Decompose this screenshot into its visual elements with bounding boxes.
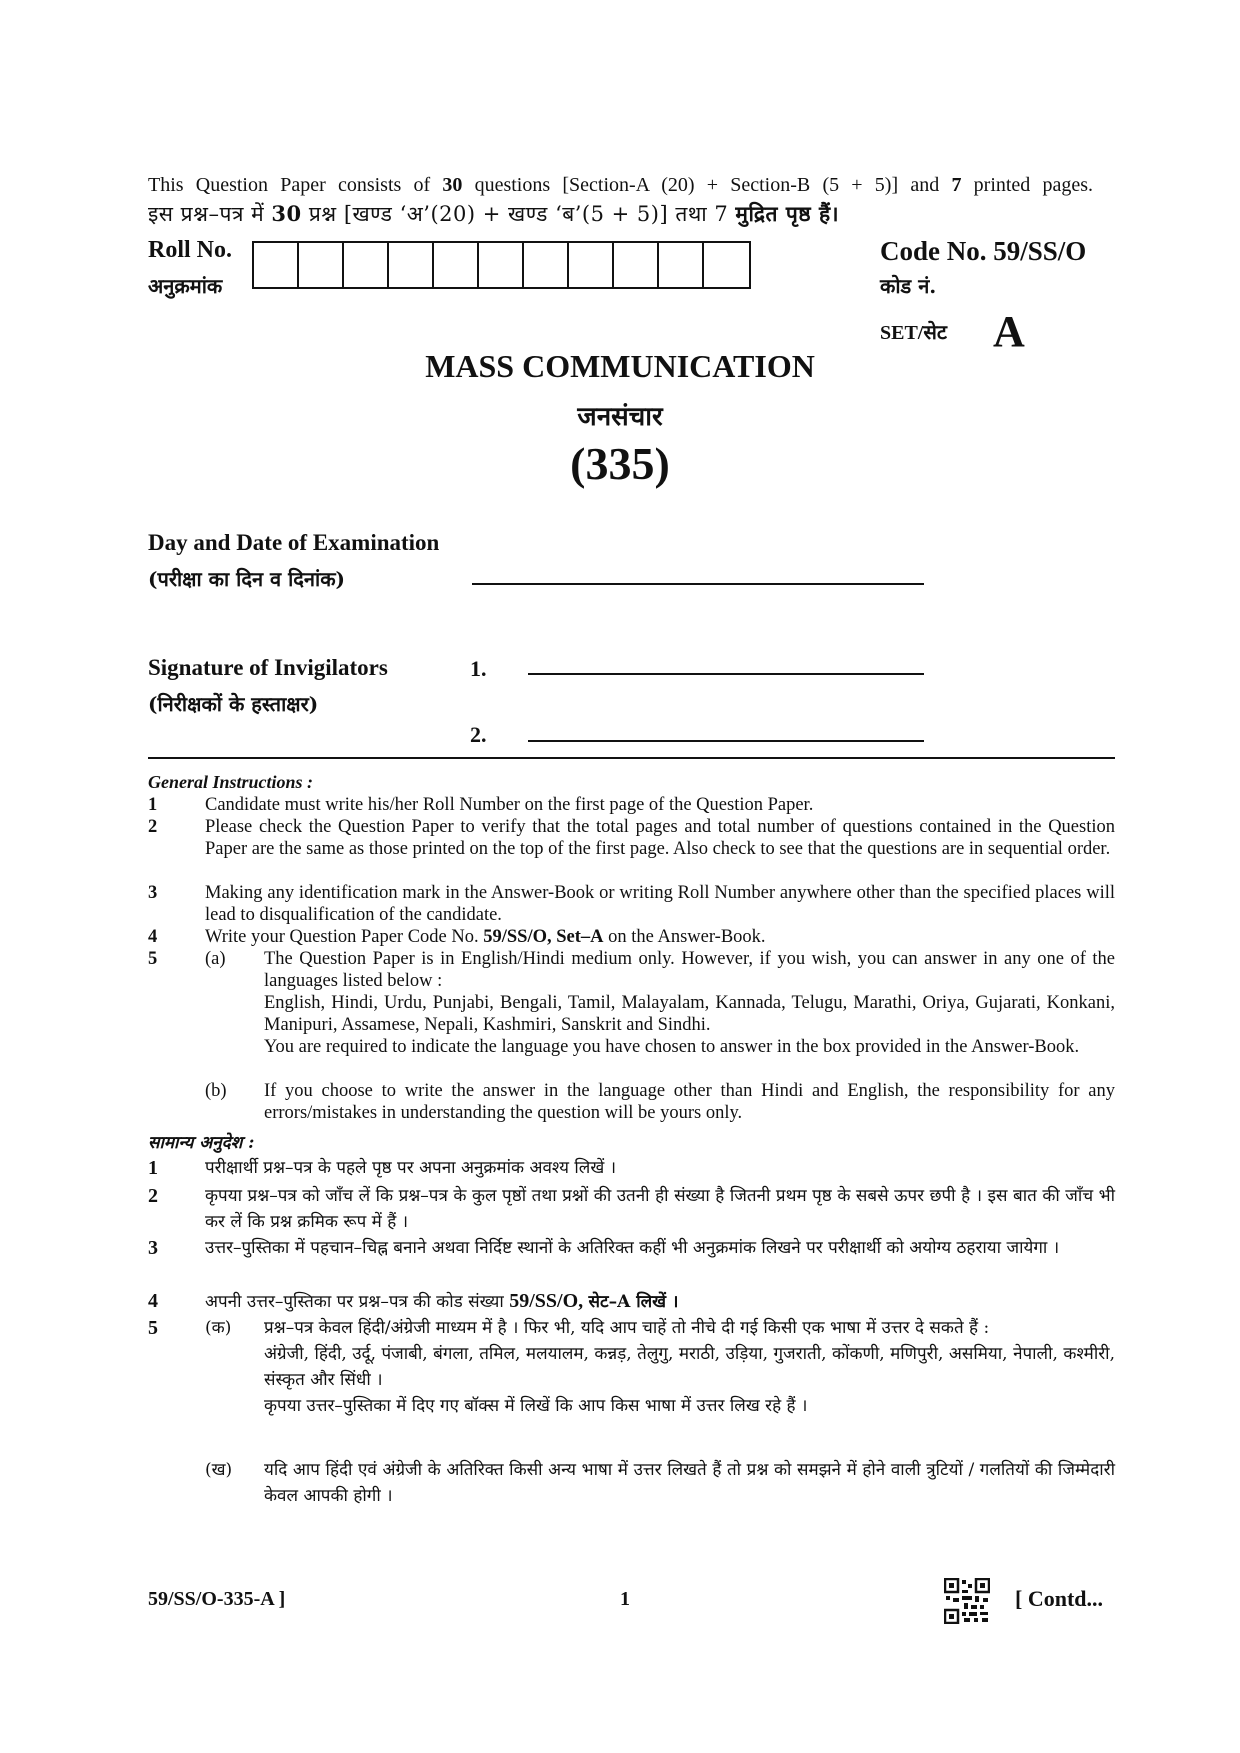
roll-digit-box[interactable] — [614, 243, 659, 287]
set-value: A — [993, 307, 1025, 356]
instruction-item-hi-5 — [0, 1315, 1240, 1505]
sub-item-text — [264, 948, 1115, 1058]
question-count-hi: 30 — [271, 201, 302, 226]
instruction-text-part: अपनी उत्तर–पुस्तिका पर प्रश्न–पत्र की कोड संख्या — [205, 1292, 504, 1312]
general-instructions-title-hi: सामान्य अनुदेश : — [148, 1133, 255, 1153]
roll-digit-box[interactable] — [659, 243, 704, 287]
invigilator-label: Signature of Invigilators — [148, 655, 388, 680]
roll-digit-box[interactable] — [479, 243, 524, 287]
instruction-text: Please check the Question Paper to verify that the total pages and total number of questions contained in the Question Paper are the same as those printed on the top of the first page. Also check to see that the questions are in sequential order. — [205, 817, 1115, 859]
continued-label: [ Contd... — [1015, 1586, 1104, 1611]
summary-text-hi: इस प्रश्न–पत्र में — [148, 202, 265, 226]
instruction-text: Candidate must write his/her Roll Number on the first page of the Question Paper. — [205, 795, 814, 815]
invigilator-1-number: 1. — [470, 656, 487, 681]
footer-paper-code: 59/SS/O-335-A ] — [148, 1588, 286, 1610]
code-number: Code No. 59/SS/O — [880, 236, 1087, 266]
roll-number-label-hi: अनुक्रमांक — [148, 274, 223, 298]
roll-digit-box[interactable] — [389, 243, 434, 287]
paper-summary-en — [148, 174, 1093, 197]
exam-date-label-hi: (परीक्षा का दिन व दिनांक) — [148, 567, 346, 591]
subject-title-hi: जनसंचार — [577, 402, 663, 432]
instruction-text: Making any identification mark in the Answer-Book or writing Roll Number anywhere other than the specified places will lead to disqualification of the candidate. — [205, 883, 1115, 925]
summary-text-hi: मुद्रित पृष्ठ हैं। — [735, 201, 840, 226]
sub-item-text: If you choose to write the answer in the language other than Hindi and English, the responsibility for any errors/mistakes in understanding the question will be yours only. — [264, 1081, 1115, 1123]
roll-digit-box[interactable] — [524, 243, 569, 287]
invigilator-2-signature-field[interactable] — [528, 740, 924, 742]
sub-item-text-hi: यदि आप हिंदी एवं अंग्रेजी के अतिरिक्त किसी अन्य भाषा में उत्तर लिखते हैं तो प्रश्न को समझने में होने वाली त्रुटियों / गलतियों की जिम्मेदारी केवल आपकी होगी । — [264, 1460, 1115, 1506]
language-list-hi: अंग्रेजी, हिंदी, उर्दू, पंजाबी, बंगला, तमिल, मलयालम, कन्नड़, तेलुगु, मराठी, उड़िया, गुजराती, कोंकणी, मणिपुरी, असमिया, नेपाली, कश्मीरी, संस्कृत और सिंधी । — [264, 1344, 1115, 1390]
invigilator-2-number: 2. — [470, 722, 487, 747]
divider — [148, 757, 1115, 759]
instruction-number: 5 — [148, 1317, 158, 1339]
instruction-number: 2 — [148, 817, 158, 837]
sub-item-text-hi — [264, 1315, 1115, 1419]
instruction-text-hi: कृपया प्रश्न–पत्र को जाँच लें कि प्रश्न–पत्र के कुल पृष्ठों तथा प्रश्नों की उतनी ही संख्या है जितनी प्रथम पृष्ठ के सबसे ऊपर छपी है । इस बात की जाँच भी कर लें कि प्रश्न क्रमिक रूप में हैं । — [205, 1186, 1115, 1232]
set-label: SET/सेट — [880, 322, 947, 344]
instruction-number: 4 — [148, 1290, 158, 1312]
sub-item-paragraph: कृपया उत्तर–पुस्तिका में दिए गए बॉक्स में लिखें कि आप किस भाषा में उत्तर लिख रहे हैं । — [264, 1396, 808, 1416]
roll-digit-box[interactable] — [704, 243, 749, 287]
instruction-text-part: सेट–A लिखें । — [588, 1292, 679, 1312]
subject-title: MASS COMMUNICATION — [425, 348, 815, 384]
sub-item-label: (क) — [205, 1318, 232, 1338]
sub-item-paragraph: प्रश्न–पत्र केवल हिंदी/अंग्रेजी माध्यम में है । फिर भी, यदि आप चाहें तो नीचे दी गई किसी एक भाषा में उत्तर दे सकते हैं : — [264, 1318, 990, 1338]
instruction-number: 1 — [148, 795, 158, 815]
invigilator-label-hi: (निरीक्षकों के हस्ताक्षर) — [148, 692, 319, 716]
roll-digit-box[interactable] — [254, 243, 299, 287]
page-number: 1 — [620, 1588, 630, 1610]
instruction-text-hi: उत्तर–पुस्तिका में पहचान–चिह्न बनाने अथवा निर्दिष्ट स्थानों के अतिरिक्त कहीं भी अनुक्रमांक लिखने पर परीक्षार्थी को अयोग्य ठहराया जायेगा । — [205, 1238, 1060, 1258]
exam-date-label: Day and Date of Examination — [148, 530, 440, 555]
instruction-number: 4 — [148, 927, 158, 947]
exam-date-field[interactable] — [472, 583, 924, 585]
instruction-number: 3 — [148, 883, 158, 903]
sub-item-paragraph: The Question Paper is in English/Hindi medium only. However, if you wish, you can answer in any one of the languages listed below : — [264, 949, 1115, 991]
question-count: 30 — [442, 174, 463, 196]
roll-digit-box[interactable] — [569, 243, 614, 287]
paper-code-set: 59/SS/O, Set–A — [483, 927, 604, 947]
qr-code-icon — [944, 1578, 990, 1624]
subject-code: (335) — [570, 438, 670, 489]
instruction-text-part: on the Answer-Book. — [608, 927, 766, 947]
invigilator-1-signature-field[interactable] — [528, 673, 924, 675]
instruction-number: 2 — [148, 1185, 158, 1207]
general-instructions-title: General Instructions : — [148, 772, 314, 792]
code-number-label-hi: कोड नं. — [880, 274, 937, 298]
roll-number-boxes[interactable] — [252, 241, 751, 289]
paper-code: 59/SS/O, — [509, 1290, 584, 1312]
language-list: English, Hindi, Urdu, Punjabi, Bengali, Tamil, Malayalam, Kannada, Telugu, Marathi, Oriya, Gujarati, Konkani, Manipuri, Assamese, Nepali, Kashmiri, Sanskrit and Sindhi. — [264, 993, 1115, 1035]
summary-text: printed pages. — [973, 174, 1094, 196]
roll-digit-box[interactable] — [434, 243, 479, 287]
sub-item-label: (ख) — [205, 1460, 233, 1480]
sub-item-label: (a) — [205, 949, 226, 969]
paper-summary-hi — [148, 200, 1093, 228]
roll-number-label: Roll No. — [148, 237, 232, 263]
instruction-text-part: Write your Question Paper Code No. — [205, 927, 479, 947]
instruction-text — [205, 926, 1115, 948]
instruction-item-5 — [0, 948, 1240, 1123]
roll-digit-box[interactable] — [299, 243, 344, 287]
summary-text: This Question Paper consists of — [148, 174, 431, 196]
instruction-number: 3 — [148, 1237, 158, 1259]
instruction-number: 5 — [148, 949, 158, 969]
summary-text-hi: प्रश्न [खण्ड ‘अ’(20) + खण्ड ‘ब’(5 + 5)] तथा 7 — [308, 202, 729, 226]
roll-digit-box[interactable] — [344, 243, 389, 287]
page-count: 7 — [951, 174, 962, 196]
summary-text: questions [Section-A (20) + Section-B (5 + 5)] and — [474, 174, 940, 196]
instruction-text-hi — [205, 1288, 1115, 1315]
sub-item-paragraph: You are required to indicate the language you have chosen to answer in the box provided in the Answer-Book. — [264, 1037, 1080, 1057]
instruction-number: 1 — [148, 1157, 158, 1179]
sub-item-label: (b) — [205, 1081, 227, 1101]
instruction-text-hi: परीक्षार्थी प्रश्न–पत्र के पहले पृष्ठ पर अपना अनुक्रमांक अवश्य लिखें । — [205, 1158, 617, 1178]
